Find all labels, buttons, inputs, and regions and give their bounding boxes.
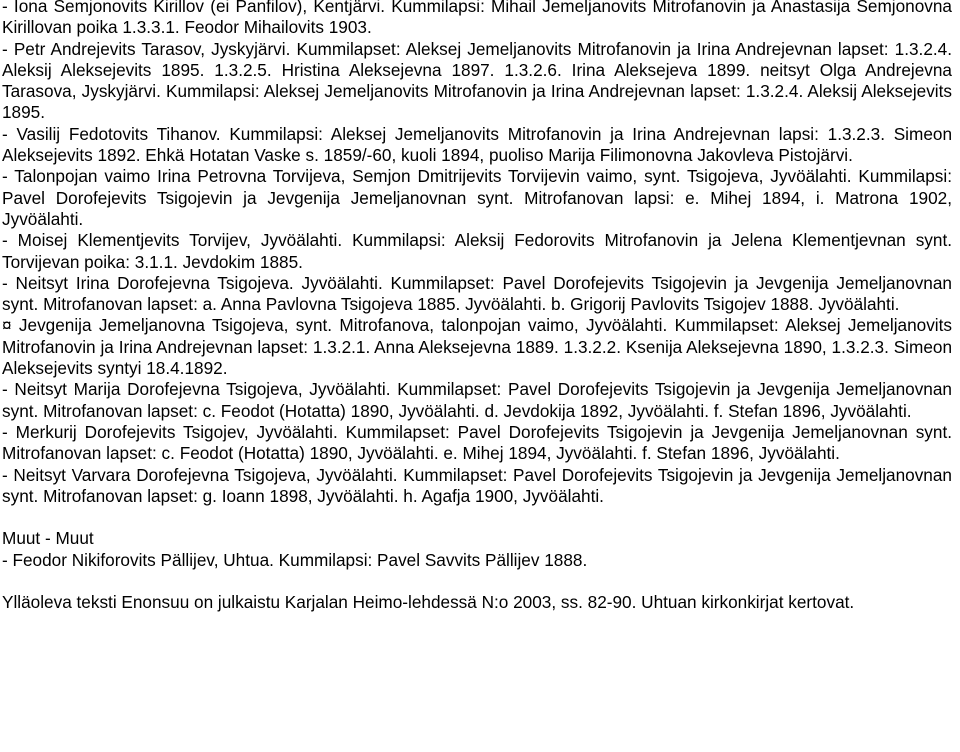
- paragraph-jevgenija-tsigojeva: ¤ Jevgenija Jemeljanovna Tsigojeva, synt. Mitrofanova, talonpojan vaimo, Jyvöälahti. Kummilapset: Aleksej Jemeljanovits Mitrofanovin ja Irina Andrejevnan lapset: 1.3.2.1. Anna Aleksejevna 1889. 1.3.2.2. Ksenija Aleksejevna 1890, 1.3.2.3. Simeon Aleksejevits syntyi 18.4.1892.: [2, 315, 952, 379]
- paragraph-vasilij-tihanov: - Vasilij Fedotovits Tihanov. Kummilapsi: Aleksej Jemeljanovits Mitrofanovin ja Irina Andrejevnan lapsi: 1.3.2.3. Simeon Aleksejevits 1892. Ehkä Hotatan Vaske s. 1859/-60, kuoli 1894, puoliso Marija Filimonovna Jakovleva Pistojärvi.: [2, 123, 952, 166]
- paragraph-irina-tsigojeva: - Neitsyt Irina Dorofejevna Tsigojeva. Jyvöälahti. Kummilapset: Pavel Dorofejevits Tsigojevin ja Jevgenija Jemeljanovnan synt. Mitrofanovan lapset: a. Anna Pavlovna Tsigojeva 1885. Jyvöälahti. b. Grigorij Pavlovits Tsigojev 1888. Jyvöälahti.: [2, 272, 952, 315]
- section-heading: Muut - Muut: [2, 528, 94, 549]
- paragraph-petr-tarasov: - Petr Andrejevits Tarasov, Jyskyjärvi. Kummilapset: Aleksej Jemeljanovits Mitrofanovin ja Irina Andrejevnan lapset: 1.3.2.4. Aleksij Aleksejevits 1895. 1.3.2.5. Hristina Aleksejevna 1897. 1.3.2.6. Irina Aleksejeva 1899. neitsyt Olga Andrejevna Tarasova, Jyskyjärvi. Kummilapsi: Aleksej Jemeljanovits Mitrofanovin ja Irina Andrejevnan lapset: 1.3.2.4. Aleksij Aleksejevits 1895.: [2, 38, 952, 123]
- paragraph-spacer: [2, 507, 952, 528]
- paragraph-moisej-torvijev: - Moisej Klementjevits Torvijev, Jyvöälahti. Kummilapsi: Aleksij Fedorovits Mitrofanovin ja Jelena Klementjevnan synt. Torvijevan poika: 3.1.1. Jevdokim 1885.: [2, 230, 952, 272]
- document-page: [2, 0, 952, 614]
- paragraph-marija-tsigojeva: - Neitsyt Marija Dorofejevna Tsigojeva, Jyvöälahti. Kummilapset: Pavel Dorofejevits Tsigojevin ja Jevgenija Jemeljanovnan synt. Mitrofanovan lapset: c. Feodot (Hotatta) 1890, Jyvöälahti. d. Jevdokija 1892, Jyvöälahti. f. Stefan 1896, Jyvöälahti.: [2, 379, 952, 421]
- paragraph-merkurij-tsigojev: - Merkurij Dorofejevits Tsigojev, Jyvöälahti. Kummilapset: Pavel Dorofejevits Tsigojevin ja Jevgenija Jemeljanovnan synt. Mitrofanovan lapset: c. Feodot (Hotatta) 1890, Jyvöälahti. e. Mihej 1894, Jyvöälahti. f. Stefan 1896, Jyvöälahti.: [2, 421, 952, 464]
- paragraph-iona-kirillov: - Iona Semjonovits Kirillov (ei Panfilov), Kentjärvi. Kummilapsi: Mihail Jemeljanovits Mitrofanovin ja Anastasija Semjonovna Kirillovan poika 1.3.3.1. Feodor Mihailovits 1903.: [2, 0, 952, 38]
- footer-note: Ylläoleva teksti Enonsuu on julkaistu Karjalan Heimo-lehdessä N:o 2003, ss. 82-90. Uhtuan kirkonkirjat kertovat.: [2, 592, 855, 613]
- paragraph-irina-torvijeva: - Talonpojan vaimo Irina Petrovna Torvijeva, Semjon Dmitrijevits Torvijevin vaimo, synt. Tsigojeva, Jyvöälahti. Kummilapsi: Pavel Dorofejevits Tsigojevin ja Jevgenija Jemeljanovnan synt. Mitrofanovan lapsi: e. Mihej 1894, i. Matrona 1902, Jyvöälahti.: [2, 166, 952, 229]
- paragraph-spacer: [2, 571, 952, 592]
- paragraph-feodor-pallijev: - Feodor Nikiforovits Pällijev, Uhtua. Kummilapsi: Pavel Savvits Pällijev 1888.: [2, 549, 588, 570]
- paragraph-varvara-tsigojeva: - Neitsyt Varvara Dorofejevna Tsigojeva, Jyvöälahti. Kummilapset: Pavel Dorofejevits Tsigojevin ja Jevgenija Jemeljanovnan synt. Mitrofanovan lapset: g. Ioann 1898, Jyvöälahti. h. Agafja 1900, Jyvöälahti.: [2, 464, 952, 506]
